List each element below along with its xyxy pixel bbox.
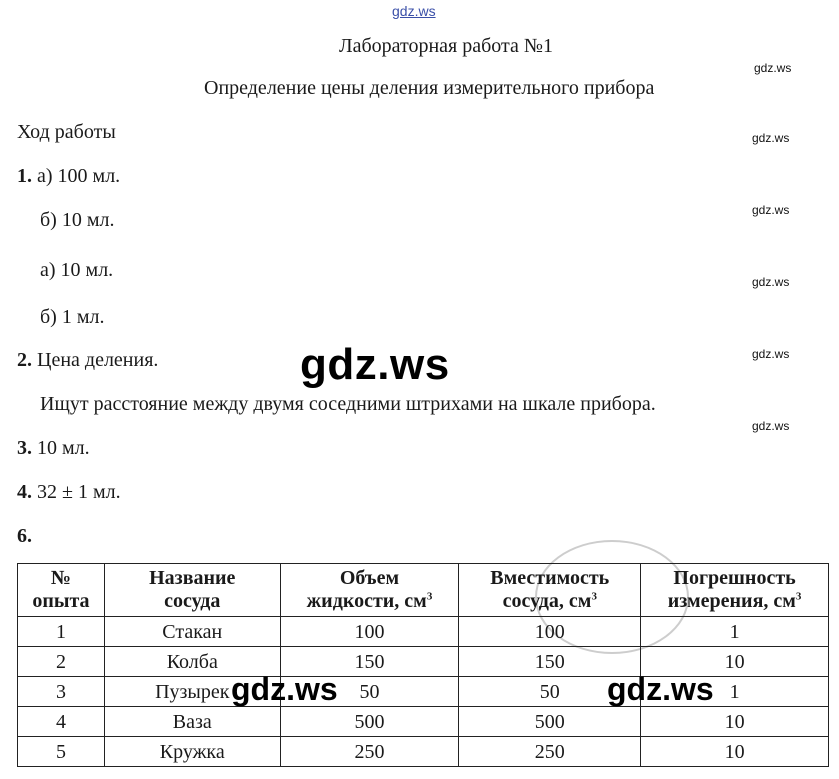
cell-capacity: 500 [459,707,641,737]
side-watermark: gdz.ws [752,131,790,145]
item-2-text: Цена деления. [32,349,159,371]
item-3-text: 10 мл. [32,437,90,459]
item-3-number: 3. [17,437,32,459]
item-6-number: 6. [17,525,32,547]
cell-capacity: 250 [459,737,641,767]
item-1-number: 1. [17,165,32,187]
cell-capacity: 50 [459,677,641,707]
results-table [17,563,829,767]
cell-volume: 500 [280,707,459,737]
item-1-b: б) 10 мл. [40,209,115,231]
item-2 [17,348,158,372]
side-watermark: gdz.ws [752,347,790,361]
item-1-a2: а) 10 мл. [40,259,114,281]
top-watermark[interactable]: gdz.ws [392,3,436,19]
table-watermark-right: gdz.ws [607,671,714,707]
cell-name: Колба [104,647,280,677]
cell-name: Пузырек [104,677,280,707]
item-4 [17,480,121,504]
table-header-row [18,564,829,617]
table-watermark-left: gdz.ws [231,671,338,707]
cell-volume: 250 [280,737,459,767]
cell-error: 1 [641,617,829,647]
item-4-text: 32 ± 1 мл. [32,481,121,503]
side-watermark: gdz.ws [754,61,792,75]
cell-volume: 100 [280,617,459,647]
item-6 [17,524,32,548]
table-row [18,617,829,647]
cell-number: 4 [18,707,105,737]
item-4-number: 4. [17,481,32,503]
cell-error: 10 [641,647,829,677]
cell-name: Ваза [104,707,280,737]
cell-capacity: 100 [459,617,641,647]
side-watermark: gdz.ws [752,203,790,217]
cell-number: 5 [18,737,105,767]
item-1 [17,164,120,188]
cell-number: 1 [18,617,105,647]
cell-volume: 50 [280,677,459,707]
item-3 [17,436,90,460]
page-subtitle: Определение цены деления измерительного прибора [204,77,655,99]
header-number: № опыта [18,564,105,617]
cell-capacity: 150 [459,647,641,677]
item-2-number: 2. [17,349,32,371]
header-vessel-name: Название сосуда [104,564,280,617]
header-capacity: Вместимость сосуда, $см^3$ [459,564,641,617]
cell-name: Кружка [104,737,280,767]
side-watermark: gdz.ws [752,275,790,289]
cell-volume: 150 [280,647,459,677]
cell-number: 3 [18,677,105,707]
cell-error: 1 [641,677,829,707]
cell-error: 10 [641,707,829,737]
header-error: Погрешность измерения, $см^3$ [641,564,829,617]
cell-name: Стакан [104,617,280,647]
table-row [18,707,829,737]
item-2-paragraph: Ищут расстояние между двумя соседними штрихами на шкале прибора. [40,393,656,415]
table-row [18,737,829,767]
cell-error: 10 [641,737,829,767]
section-heading: Ход работы [17,121,116,143]
page-title: Лабораторная работа №1 [339,35,553,57]
side-watermark: gdz.ws [752,419,790,433]
item-1-b2: б) 1 мл. [40,306,105,328]
cell-number: 2 [18,647,105,677]
item-1-a: а) 100 мл. [37,165,121,187]
header-liquid-volume: Объем жидкости, $см^3$ [280,564,459,617]
center-watermark: gdz.ws [300,340,450,389]
